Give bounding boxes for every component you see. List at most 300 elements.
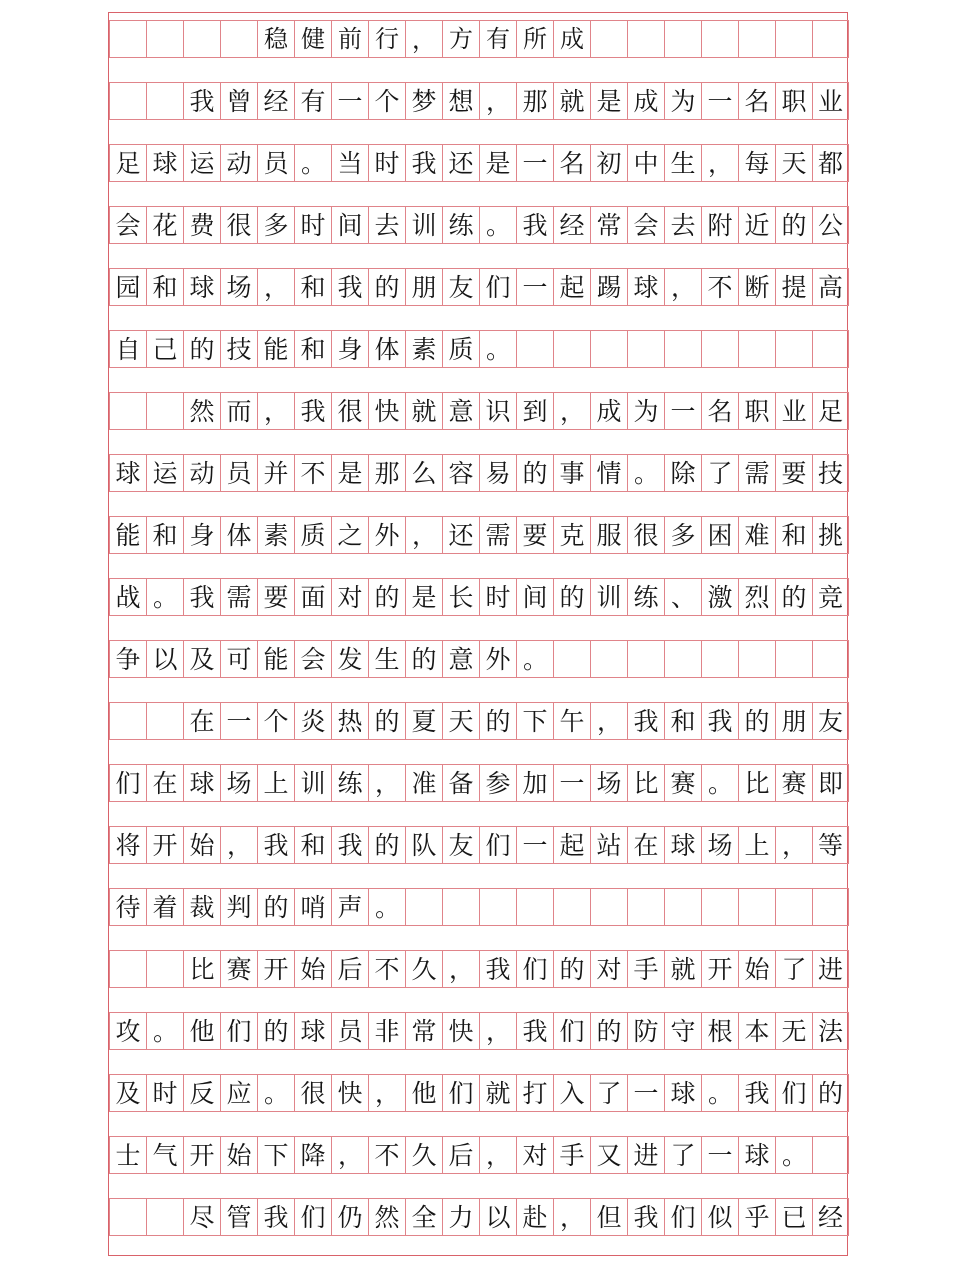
grid-cell-empty — [109, 702, 146, 740]
grid-cell-character: 名 — [701, 392, 738, 430]
grid-cell-character: 待 — [109, 888, 146, 926]
grid-cell-character: 前 — [331, 20, 368, 58]
grid-cell-character: 。 — [479, 206, 516, 244]
grid-cell-character: 。 — [516, 640, 553, 678]
grid-cell-character: 我 — [516, 206, 553, 244]
grid-cell-character: 准 — [405, 764, 442, 802]
grid-cell-character: 备 — [442, 764, 479, 802]
grid-cell-character: 自 — [109, 330, 146, 368]
grid-cell-character: 降 — [294, 1136, 331, 1174]
grid-cell-character: 我 — [701, 702, 738, 740]
grid-cell-character: 全 — [405, 1198, 442, 1236]
grid-cell-character: 成 — [553, 20, 590, 58]
grid-cell-character: 的 — [553, 578, 590, 616]
grid-cell-character: 炎 — [294, 702, 331, 740]
grid-cell-character: 久 — [405, 1136, 442, 1174]
grid-cell-character: 我 — [331, 826, 368, 864]
grid-cell-character: 多 — [664, 516, 701, 554]
grid-cell-empty — [738, 888, 775, 926]
grid-cell-character: 附 — [701, 206, 738, 244]
grid-cell-character: 为 — [627, 392, 664, 430]
grid-cell-character: 我 — [405, 144, 442, 182]
grid-cell-empty — [775, 330, 812, 368]
grid-cell-character: 初 — [590, 144, 627, 182]
grid-cell-empty — [183, 20, 220, 58]
grid-cell-character: 场 — [220, 268, 257, 306]
grid-cell-character: 午 — [553, 702, 590, 740]
grid-cell-character: 都 — [812, 144, 849, 182]
grid-cell-empty — [405, 888, 442, 926]
grid-cell-character: 可 — [220, 640, 257, 678]
grid-cell-character: 和 — [146, 268, 183, 306]
grid-cell-character: 挑 — [812, 516, 849, 554]
grid-cell-character: ， — [442, 950, 479, 988]
grid-cell-empty — [775, 888, 812, 926]
essay-row — [109, 888, 849, 926]
grid-cell-character: 快 — [368, 392, 405, 430]
grid-cell-empty — [738, 330, 775, 368]
grid-cell-empty — [516, 330, 553, 368]
grid-cell-character: 非 — [368, 1012, 405, 1050]
grid-cell-character: 去 — [368, 206, 405, 244]
grid-cell-empty — [220, 20, 257, 58]
grid-cell-character: 开 — [701, 950, 738, 988]
grid-cell-character: 乎 — [738, 1198, 775, 1236]
grid-cell-character: 的 — [257, 888, 294, 926]
grid-cell-character: 生 — [368, 640, 405, 678]
grid-cell-character: 要 — [775, 454, 812, 492]
title-row — [109, 20, 849, 58]
grid-cell-character: 时 — [146, 1074, 183, 1112]
grid-cell-character: 需 — [479, 516, 516, 554]
grid-cell-character: 及 — [109, 1074, 146, 1112]
grid-cell-character: 球 — [294, 1012, 331, 1050]
grid-cell-empty — [590, 20, 627, 58]
grid-cell-empty — [664, 20, 701, 58]
grid-cell-character: 我 — [627, 702, 664, 740]
grid-cell-character: 已 — [775, 1198, 812, 1236]
grid-cell-character: 有 — [294, 82, 331, 120]
grid-cell-character: 激 — [701, 578, 738, 616]
grid-cell-empty — [479, 888, 516, 926]
grid-cell-character: 近 — [738, 206, 775, 244]
grid-cell-empty — [775, 640, 812, 678]
grid-cell-character: 天 — [442, 702, 479, 740]
grid-cell-character: 比 — [738, 764, 775, 802]
grid-cell-empty — [553, 330, 590, 368]
grid-cell-character: 的 — [775, 206, 812, 244]
grid-cell-character: 需 — [738, 454, 775, 492]
grid-cell-character: 己 — [146, 330, 183, 368]
grid-cell-character: 技 — [220, 330, 257, 368]
grid-cell-character: 训 — [405, 206, 442, 244]
grid-cell-character: 手 — [553, 1136, 590, 1174]
grid-cell-character: 间 — [331, 206, 368, 244]
grid-cell-character: 、 — [664, 578, 701, 616]
grid-cell-character: 经 — [553, 206, 590, 244]
grid-cell-character: 不 — [294, 454, 331, 492]
grid-cell-character: 上 — [738, 826, 775, 864]
grid-cell-character: 进 — [627, 1136, 664, 1174]
grid-cell-character: 始 — [183, 826, 220, 864]
grid-cell-character: 踢 — [590, 268, 627, 306]
grid-cell-empty — [664, 330, 701, 368]
grid-cell-character: 场 — [590, 764, 627, 802]
grid-cell-character: 体 — [368, 330, 405, 368]
grid-cell-character: 困 — [701, 516, 738, 554]
grid-cell-character: 。 — [257, 1074, 294, 1112]
grid-cell-character: 是 — [405, 578, 442, 616]
grid-cell-character: 的 — [368, 702, 405, 740]
grid-cell-character: 意 — [442, 392, 479, 430]
grid-cell-character: 反 — [183, 1074, 220, 1112]
grid-cell-character: 攻 — [109, 1012, 146, 1050]
essay-row — [109, 1198, 849, 1236]
grid-cell-character: ， — [479, 1136, 516, 1174]
grid-cell-character: 我 — [183, 578, 220, 616]
grid-cell-character: 一 — [701, 82, 738, 120]
grid-cell-character: 比 — [183, 950, 220, 988]
grid-cell-character: 们 — [479, 268, 516, 306]
grid-cell-character: 。 — [627, 454, 664, 492]
grid-cell-character: 仍 — [331, 1198, 368, 1236]
grid-cell-empty — [553, 888, 590, 926]
grid-cell-character: 比 — [627, 764, 664, 802]
grid-cell-character: 气 — [146, 1136, 183, 1174]
grid-cell-character: 尽 — [183, 1198, 220, 1236]
essay-row — [109, 330, 849, 368]
grid-cell-character: 费 — [183, 206, 220, 244]
grid-cell-character: 为 — [664, 82, 701, 120]
grid-cell-character: 足 — [109, 144, 146, 182]
grid-cell-empty — [664, 888, 701, 926]
grid-cell-character: 那 — [368, 454, 405, 492]
grid-cell-character: 不 — [701, 268, 738, 306]
grid-cell-character: 多 — [257, 206, 294, 244]
grid-cell-character: 训 — [294, 764, 331, 802]
grid-cell-character: 球 — [183, 268, 220, 306]
grid-cell-empty — [738, 640, 775, 678]
grid-cell-character: 的 — [812, 1074, 849, 1112]
grid-cell-character: 。 — [146, 578, 183, 616]
grid-cell-character: 长 — [442, 578, 479, 616]
grid-cell-character: 赛 — [664, 764, 701, 802]
grid-cell-character: 的 — [257, 1012, 294, 1050]
grid-cell-character: 对 — [590, 950, 627, 988]
grid-cell-character: 素 — [405, 330, 442, 368]
grid-cell-character: 参 — [479, 764, 516, 802]
grid-cell-character: 站 — [590, 826, 627, 864]
grid-cell-character: 经 — [257, 82, 294, 120]
grid-cell-empty — [775, 20, 812, 58]
grid-cell-character: ， — [479, 82, 516, 120]
grid-cell-character: ， — [368, 764, 405, 802]
grid-cell-character: 起 — [553, 268, 590, 306]
grid-cell-character: 和 — [294, 826, 331, 864]
grid-cell-character: 我 — [294, 392, 331, 430]
grid-cell-character: 一 — [220, 702, 257, 740]
grid-cell-character: 个 — [368, 82, 405, 120]
essay-row — [109, 578, 849, 616]
grid-cell-character: 力 — [442, 1198, 479, 1236]
grid-cell-empty — [109, 392, 146, 430]
grid-cell-character: 很 — [220, 206, 257, 244]
grid-cell-character: ， — [553, 1198, 590, 1236]
grid-cell-empty — [590, 330, 627, 368]
grid-cell-character: 园 — [109, 268, 146, 306]
grid-cell-character: 友 — [442, 268, 479, 306]
grid-cell-character: 一 — [331, 82, 368, 120]
grid-cell-character: 不 — [368, 1136, 405, 1174]
grid-cell-character: 们 — [516, 950, 553, 988]
grid-cell-character: 需 — [220, 578, 257, 616]
grid-cell-character: 很 — [294, 1074, 331, 1112]
grid-cell-character: 一 — [627, 1074, 664, 1112]
essay-row — [109, 516, 849, 554]
grid-cell-empty — [109, 82, 146, 120]
grid-cell-character: 还 — [442, 144, 479, 182]
grid-cell-character: 我 — [331, 268, 368, 306]
grid-cell-character: 了 — [664, 1136, 701, 1174]
grid-cell-character: 开 — [257, 950, 294, 988]
grid-cell-empty — [701, 640, 738, 678]
grid-cell-character: 一 — [701, 1136, 738, 1174]
grid-cell-character: 。 — [701, 764, 738, 802]
grid-cell-character: 练 — [331, 764, 368, 802]
grid-cell-character: 。 — [146, 1012, 183, 1050]
grid-cell-empty — [590, 888, 627, 926]
grid-cell-character: 的 — [183, 330, 220, 368]
grid-cell-character: ， — [368, 1074, 405, 1112]
grid-cell-character: 快 — [331, 1074, 368, 1112]
grid-cell-character: 下 — [516, 702, 553, 740]
grid-cell-character: 我 — [257, 1198, 294, 1236]
grid-cell-empty — [553, 640, 590, 678]
grid-cell-character: 克 — [553, 516, 590, 554]
grid-cell-character: 将 — [109, 826, 146, 864]
grid-cell-character: 球 — [183, 764, 220, 802]
grid-cell-character: 们 — [775, 1074, 812, 1112]
grid-cell-character: 每 — [738, 144, 775, 182]
essay-row — [109, 82, 849, 120]
grid-cell-character: 的 — [479, 702, 516, 740]
grid-cell-character: 我 — [257, 826, 294, 864]
grid-cell-character: ， — [220, 826, 257, 864]
grid-cell-character: 们 — [479, 826, 516, 864]
grid-cell-character: ， — [664, 268, 701, 306]
essay-row — [109, 764, 849, 802]
grid-cell-character: 当 — [331, 144, 368, 182]
grid-cell-character: 。 — [368, 888, 405, 926]
grid-cell-character: 除 — [664, 454, 701, 492]
grid-cell-empty — [146, 82, 183, 120]
grid-cell-character: 了 — [590, 1074, 627, 1112]
grid-cell-character: 生 — [664, 144, 701, 182]
grid-cell-character: 梦 — [405, 82, 442, 120]
grid-cell-character: 不 — [368, 950, 405, 988]
grid-cell-character: 么 — [405, 454, 442, 492]
grid-cell-character: 意 — [442, 640, 479, 678]
grid-cell-empty — [590, 640, 627, 678]
grid-cell-character: 他 — [183, 1012, 220, 1050]
grid-cell-character: 守 — [664, 1012, 701, 1050]
grid-cell-empty — [146, 20, 183, 58]
grid-cell-character: 就 — [664, 950, 701, 988]
grid-cell-character: 管 — [220, 1198, 257, 1236]
grid-cell-character: 的 — [775, 578, 812, 616]
grid-cell-character: 和 — [294, 330, 331, 368]
grid-cell-empty — [627, 640, 664, 678]
grid-cell-character: 而 — [220, 392, 257, 430]
grid-cell-character: 应 — [220, 1074, 257, 1112]
essay-row — [109, 1012, 849, 1050]
grid-cell-character: 友 — [812, 702, 849, 740]
grid-cell-character: 天 — [775, 144, 812, 182]
grid-cell-character: 赛 — [220, 950, 257, 988]
grid-cell-character: 时 — [368, 144, 405, 182]
grid-cell-character: 的 — [368, 268, 405, 306]
grid-cell-character: 就 — [405, 392, 442, 430]
grid-cell-character: 能 — [257, 640, 294, 678]
grid-cell-character: 识 — [479, 392, 516, 430]
grid-cell-character: 们 — [294, 1198, 331, 1236]
grid-cell-character: 久 — [405, 950, 442, 988]
grid-cell-character: 后 — [442, 1136, 479, 1174]
grid-cell-character: 在 — [146, 764, 183, 802]
grid-cell-character: 素 — [257, 516, 294, 554]
grid-cell-character: 打 — [516, 1074, 553, 1112]
grid-cell-character: 又 — [590, 1136, 627, 1174]
grid-cell-character: 的 — [553, 950, 590, 988]
grid-cell-character: 们 — [442, 1074, 479, 1112]
grid-cell-empty — [146, 950, 183, 988]
grid-cell-character: 中 — [627, 144, 664, 182]
grid-cell-character: ， — [405, 20, 442, 58]
grid-cell-character: 赛 — [775, 764, 812, 802]
grid-cell-character: 是 — [590, 82, 627, 120]
grid-cell-character: ， — [479, 1012, 516, 1050]
grid-cell-character: 职 — [738, 392, 775, 430]
grid-cell-character: 对 — [331, 578, 368, 616]
grid-cell-character: 发 — [331, 640, 368, 678]
grid-cell-empty — [109, 20, 146, 58]
grid-cell-character: 我 — [479, 950, 516, 988]
grid-cell-character: 成 — [590, 392, 627, 430]
grid-cell-character: 个 — [257, 702, 294, 740]
grid-cell-character: 公 — [812, 206, 849, 244]
grid-cell-character: 。 — [294, 144, 331, 182]
grid-cell-empty — [109, 950, 146, 988]
grid-cell-character: ， — [257, 268, 294, 306]
grid-cell-character: 入 — [553, 1074, 590, 1112]
grid-cell-character: 我 — [627, 1198, 664, 1236]
grid-cell-character: 们 — [109, 764, 146, 802]
grid-cell-character: 我 — [183, 82, 220, 120]
grid-cell-character: 了 — [775, 950, 812, 988]
grid-cell-character: 哨 — [294, 888, 331, 926]
grid-cell-character: 运 — [146, 454, 183, 492]
grid-cell-character: 运 — [183, 144, 220, 182]
grid-cell-character: 会 — [109, 206, 146, 244]
grid-cell-character: 一 — [664, 392, 701, 430]
grid-cell-character: 体 — [220, 516, 257, 554]
grid-cell-character: 情 — [590, 454, 627, 492]
grid-cell-character: 裁 — [183, 888, 220, 926]
grid-cell-character: 就 — [479, 1074, 516, 1112]
grid-cell-character: 质 — [442, 330, 479, 368]
grid-cell-character: 一 — [553, 764, 590, 802]
grid-cell-character: 一 — [516, 144, 553, 182]
grid-cell-character: 时 — [479, 578, 516, 616]
grid-cell-character: 和 — [146, 516, 183, 554]
essay-row — [109, 206, 849, 244]
grid-cell-character: 夏 — [405, 702, 442, 740]
grid-cell-character: 要 — [257, 578, 294, 616]
grid-cell-character: 所 — [516, 20, 553, 58]
grid-cell-character: 始 — [220, 1136, 257, 1174]
grid-cell-character: 友 — [442, 826, 479, 864]
grid-cell-character: 。 — [479, 330, 516, 368]
grid-cell-character: 本 — [738, 1012, 775, 1050]
grid-cell-character: 进 — [812, 950, 849, 988]
grid-cell-character: 练 — [442, 206, 479, 244]
grid-cell-empty — [812, 1136, 849, 1174]
grid-cell-character: 业 — [775, 392, 812, 430]
grid-cell-character: 稳 — [257, 20, 294, 58]
grid-cell-character: 常 — [590, 206, 627, 244]
grid-cell-character: 时 — [294, 206, 331, 244]
grid-cell-empty — [812, 330, 849, 368]
grid-cell-character: 。 — [701, 1074, 738, 1112]
grid-cell-character: 一 — [516, 268, 553, 306]
grid-cell-character: 职 — [775, 82, 812, 120]
grid-cell-empty — [627, 20, 664, 58]
grid-cell-character: 并 — [257, 454, 294, 492]
grid-cell-character: 。 — [775, 1136, 812, 1174]
grid-cell-character: 很 — [627, 516, 664, 554]
grid-cell-character: 外 — [368, 516, 405, 554]
grid-cell-character: 难 — [738, 516, 775, 554]
grid-cell-character: 烈 — [738, 578, 775, 616]
grid-cell-character: 易 — [479, 454, 516, 492]
grid-cell-empty — [701, 888, 738, 926]
grid-cell-character: 争 — [109, 640, 146, 678]
grid-cell-empty — [812, 640, 849, 678]
grid-cell-character: ， — [257, 392, 294, 430]
essay-row — [109, 392, 849, 430]
essay-row — [109, 640, 849, 678]
grid-cell-character: 快 — [442, 1012, 479, 1050]
grid-cell-character: 花 — [146, 206, 183, 244]
grid-cell-character: 员 — [257, 144, 294, 182]
grid-cell-empty — [146, 392, 183, 430]
grid-cell-character: 们 — [553, 1012, 590, 1050]
grid-cell-empty — [109, 1198, 146, 1236]
grid-cell-character: 断 — [738, 268, 775, 306]
grid-cell-character: 根 — [701, 1012, 738, 1050]
grid-cell-character: 去 — [664, 206, 701, 244]
grid-cell-character: 那 — [516, 82, 553, 120]
grid-cell-character: 和 — [664, 702, 701, 740]
composition-paper — [108, 12, 848, 1256]
grid-cell-character: 场 — [701, 826, 738, 864]
grid-cell-character: 开 — [183, 1136, 220, 1174]
grid-cell-character: 员 — [220, 454, 257, 492]
grid-cell-empty — [812, 888, 849, 926]
essay-row — [109, 144, 849, 182]
grid-cell-character: 球 — [664, 1074, 701, 1112]
grid-cell-character: 常 — [405, 1012, 442, 1050]
